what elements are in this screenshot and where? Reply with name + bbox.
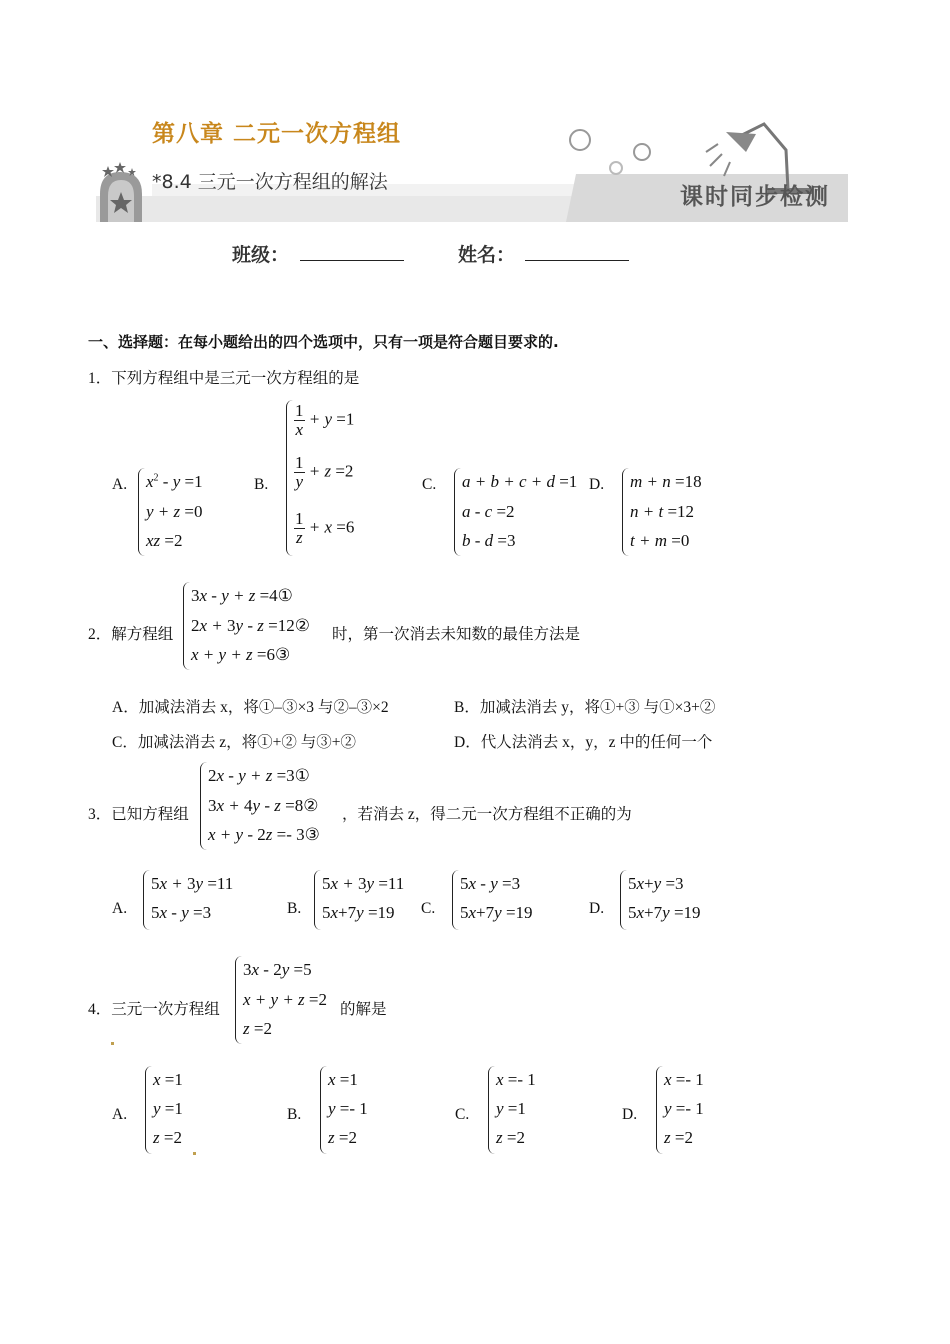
q3-option-d-system: 5x+y =3 5x+7y =19 (620, 870, 627, 930)
class-blank[interactable] (300, 260, 404, 261)
q3-prefix: 3．已知方程组 (88, 806, 189, 823)
q4-prefix: 4．三元一次方程组 (88, 1001, 220, 1018)
scan-dot (193, 1152, 196, 1155)
q2-suffix: 时，第一次消去未知数的最佳方法是 (332, 626, 581, 643)
q2-option-d[interactable]: D．代人法消去 x，y，z 中的任何一个 (454, 734, 713, 751)
q2-prefix: 2．解方程组 (88, 626, 174, 643)
instructions: 一、选择题：在每小题给出的四个选项中，只有一项是符合题目要求的. (88, 333, 559, 351)
q4-option-d-label[interactable]: D. (622, 1106, 638, 1123)
q1-option-d-system: m + n =18 n + t =12 t + m =0 (622, 468, 629, 556)
q1-option-a-system: $x^2 - y =1$ y + z =0 xz =2 (138, 468, 145, 556)
q3-option-a-label[interactable]: A. (112, 900, 128, 917)
q2-system: 3x - y + z =4① 2x + 3y - z =12② x + y + z =6③ (183, 582, 190, 670)
q4-option-b-system: x =1 y =- 1 z =2 (320, 1066, 327, 1154)
q3-option-d-label[interactable]: D. (589, 900, 605, 917)
q1-option-b-system: $\frac{1}{x}$ + y =1 $\frac{1}{y}$ + z =2 $\frac{1}{z}$ + x =6 (286, 400, 293, 556)
q3-option-c-system: 5x - y =3 5x+7y =19 (452, 870, 459, 930)
q3-system: 2x - y + z =3① 3x + 4y - z =8② x + y - 2z =- 3③ (200, 762, 207, 850)
name-label: 姓名： (458, 244, 516, 266)
section-title: *8.4 三元一次方程组的解法 (152, 171, 388, 193)
class-label: 班级： (232, 244, 290, 266)
q4-system: 3x - 2y =5 x + y + z =2 z =2 (235, 956, 242, 1044)
q4-option-a-label[interactable]: A. (112, 1106, 128, 1123)
q3-option-a-system: 5x + 3y =11 5x - y =3 (143, 870, 150, 930)
q4-option-a-system: x =1 y =1 z =2 (145, 1066, 152, 1154)
name-blank[interactable] (525, 260, 629, 261)
q3-option-b-system: 5x + 3y =11 5x+7y =19 (314, 870, 321, 930)
q4-option-d-system: x =- 1 y =- 1 z =2 (656, 1066, 663, 1154)
practice-badge: 课时同步检测 (680, 184, 830, 210)
q3-option-c-label[interactable]: C. (421, 900, 436, 917)
q1-option-c-label[interactable]: C. (422, 476, 437, 493)
q1-option-d-label[interactable]: D. (589, 476, 605, 493)
q3-suffix: ，若消去 z，得二元一次方程组不正确的为 (342, 806, 632, 823)
q1-option-c-system: a + b + c + d =1 a - c =2 b - d =3 (454, 468, 461, 556)
q4-suffix: 的解是 (340, 1001, 387, 1018)
q2-option-a[interactable]: A．加减法消去 x，将①–③×3 与②–③×2 (112, 699, 389, 716)
q4-option-c-label[interactable]: C. (455, 1106, 470, 1123)
q2-option-b[interactable]: B．加减法消去 y，将①+③ 与①×3+② (454, 699, 716, 716)
q4-option-b-label[interactable]: B. (287, 1106, 302, 1123)
q1-stem: 1．下列方程组中是三元一次方程组的是 (88, 370, 360, 387)
q3-option-b-label[interactable]: B. (287, 900, 302, 917)
q2-option-c[interactable]: C．加减法消去 z，将①+② 与③+② (112, 734, 356, 751)
scan-dot (111, 1042, 114, 1045)
chapter-title: 第八章 二元一次方程组 (152, 121, 402, 147)
q1-option-a-label[interactable]: A. (112, 476, 128, 493)
q4-option-c-system: x =- 1 y =1 z =2 (488, 1066, 495, 1154)
q1-option-b-label[interactable]: B. (254, 476, 269, 493)
